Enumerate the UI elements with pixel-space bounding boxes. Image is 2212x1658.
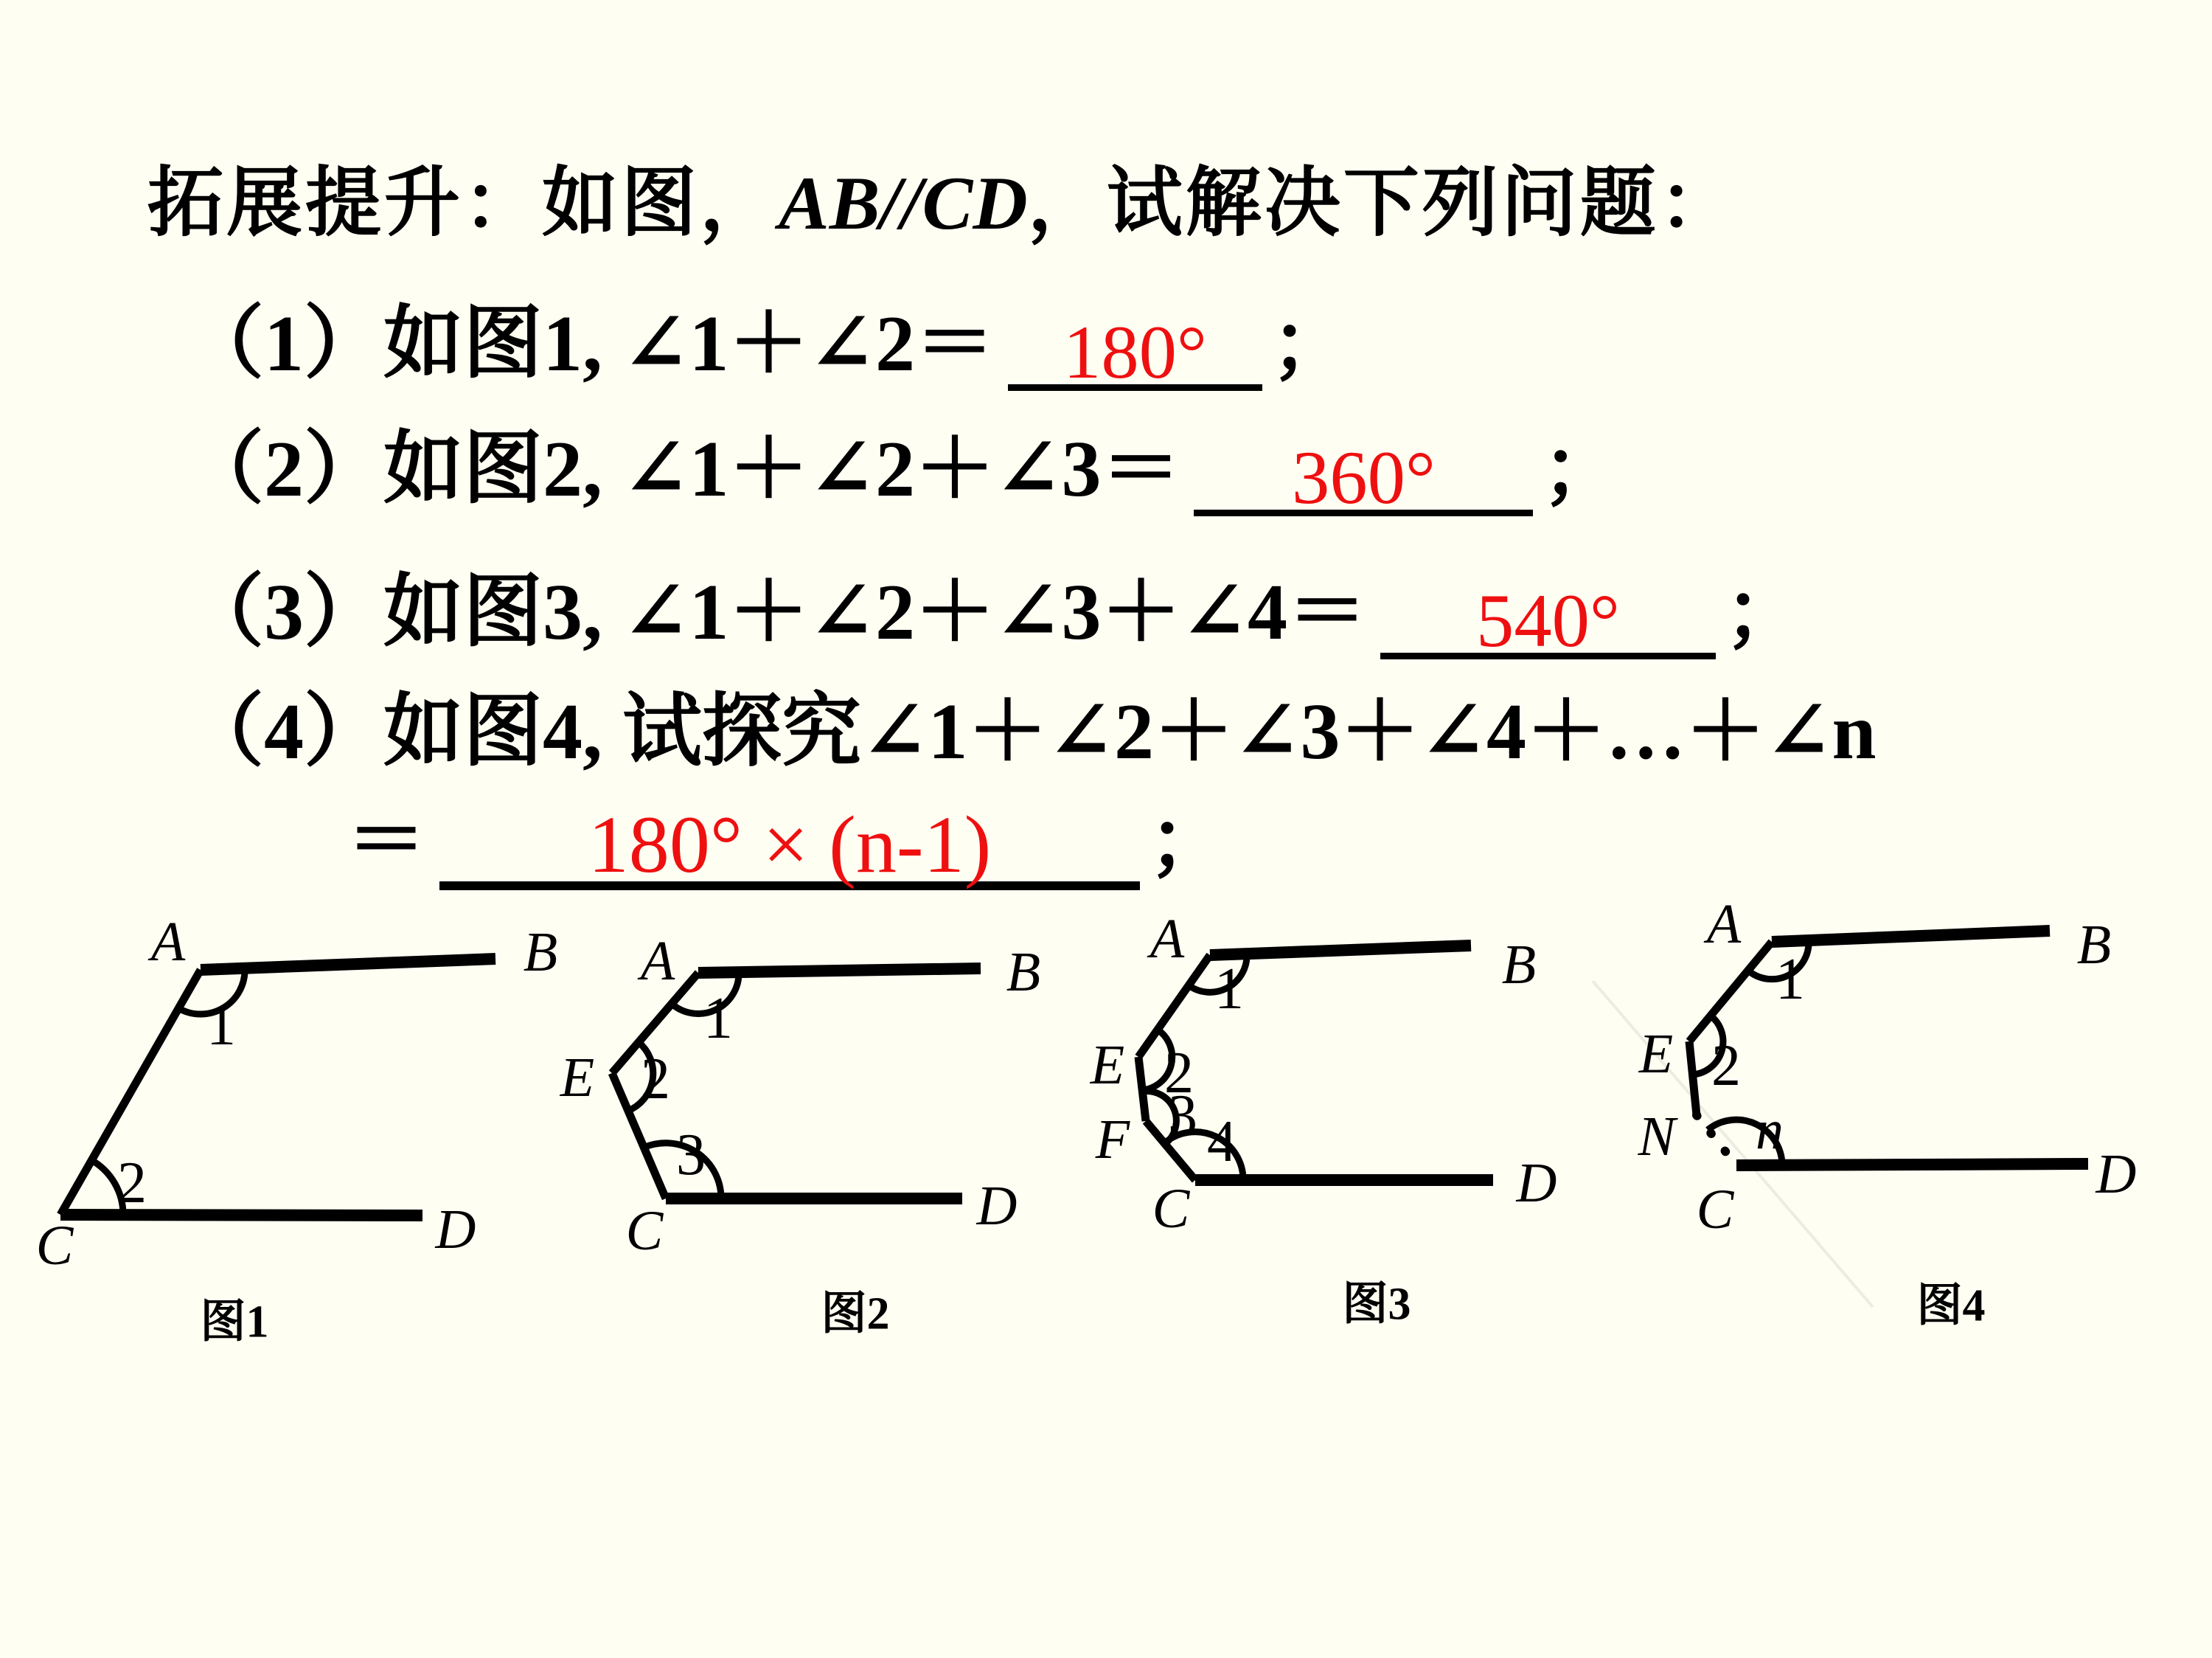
title-text-pre: 拓展提升：如图， <box>147 162 779 246</box>
figure1-caption: 图1 <box>200 1297 269 1347</box>
fig1-point-D: D <box>435 1199 476 1260</box>
problem-1-semicolon: ； <box>1271 300 1352 388</box>
problem-2-label: （2）如图2, ∠1＋∠2＋∠3＝ <box>184 426 1181 513</box>
fig3-point-B: B <box>1501 934 1537 996</box>
figure4-caption: 图4 <box>1916 1280 1986 1331</box>
title-text-post: ，试解决下列问题： <box>1027 162 1738 246</box>
figure3-caption: 图3 <box>1342 1279 1411 1330</box>
problem-4-equals: ＝ <box>347 797 427 885</box>
fig2-angle-3: 3 <box>676 1123 706 1187</box>
fig2-point-D: D <box>976 1175 1018 1237</box>
problem-1-answer: 180° <box>1063 311 1207 395</box>
problem-3-semicolon: ； <box>1724 569 1804 656</box>
fig2-angle-1: 1 <box>703 986 733 1051</box>
problem-1-label: （1）如图1, ∠1＋∠2＝ <box>184 300 995 388</box>
fig4-point-B: B <box>2076 914 2112 976</box>
problem-4-label: （4）如图4, 试探究∠1＋∠2＋∠3＋∠4＋…＋∠n <box>184 688 1877 776</box>
fig4-point-N: N <box>1638 1106 1676 1168</box>
figure4-watermark-line <box>1593 981 1873 1307</box>
fig4-angle-1: 1 <box>1775 947 1805 1012</box>
fig3-point-C: C <box>1152 1178 1190 1240</box>
fig4-point-D: D <box>2096 1143 2137 1205</box>
fig3-angle-4: 4 <box>1207 1109 1237 1174</box>
fig4-point-A: A <box>1706 893 1742 955</box>
fig1-point-B: B <box>523 921 558 983</box>
fig3-point-F: F <box>1095 1109 1130 1170</box>
fig1-point-A: A <box>150 911 186 973</box>
fig3-point-E: E <box>1090 1034 1125 1096</box>
figure2-caption: 图2 <box>821 1288 890 1339</box>
fig2-point-A: A <box>640 930 675 992</box>
fig3-angle-2: 2 <box>1164 1041 1194 1106</box>
fig2-point-C: C <box>625 1200 664 1262</box>
fig4-angle-2: 2 <box>1711 1033 1741 1098</box>
fig2-point-B: B <box>1006 941 1041 1003</box>
title-parallel-statement: AB//CD <box>779 162 1028 246</box>
fig4-angle-n: n <box>1756 1099 1784 1161</box>
problem-4-answer: 180° × (n-1) <box>588 799 992 889</box>
fig4-point-C: C <box>1696 1179 1734 1241</box>
fig3-angle-1: 1 <box>1214 957 1244 1021</box>
problem-3-label: （3）如图3, ∠1＋∠2＋∠3＋∠4＝ <box>184 569 1367 656</box>
fig4-point-E: E <box>1638 1023 1674 1085</box>
fig1-angle-2: 2 <box>117 1151 147 1215</box>
fig1-point-C: C <box>35 1215 74 1277</box>
fig3-point-D: D <box>1516 1152 1557 1214</box>
fig2-angle-2: 2 <box>641 1047 670 1111</box>
fig3-angle-3: 3 <box>1168 1083 1197 1148</box>
fig1-angle-1: 1 <box>206 993 236 1058</box>
problem-3-answer: 540° <box>1476 580 1620 663</box>
fig3-point-A: A <box>1150 908 1185 970</box>
problem-4-semicolon: ； <box>1149 797 1229 885</box>
problem-2-semicolon: ； <box>1542 426 1622 513</box>
fig2-point-E: E <box>560 1047 595 1109</box>
problem-2-answer: 360° <box>1292 437 1436 520</box>
